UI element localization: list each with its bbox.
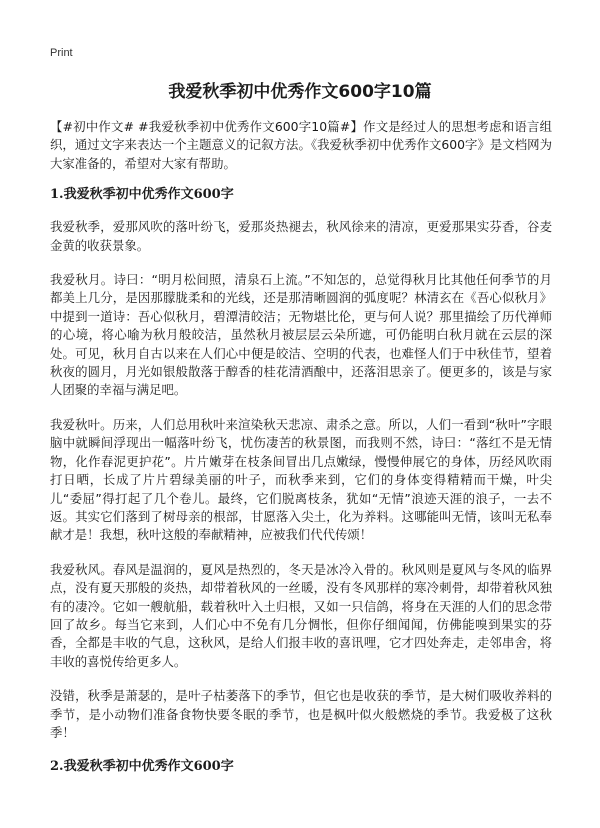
body-paragraph: 我爱秋风。春风是温润的，夏风是热烈的，冬天是冰冷入骨的。秋风则是夏风与冬风的临界点，没有夏天那般的炎热，却带着秋风的一丝暖，没有冬风那样的寒冷刺骨，却带着秋风独有的凄冷。它如一艘航船，载着秋叶入土归根，又如一只信鸽，将身在天涯的人们的思念带回了故乡。每当它来到，人们心中不免有几分惆怅，但你仔细闻闻，仿佛能嗅到果实的芬香，全都是丰收的气息，这秋风，是给人们报丰收的喜讯哩，它才四处奔走，走邻串舍，将丰收的喜悦传给更多人。 [50, 561, 552, 669]
section-heading: 2.我爱秋季初中优秀作文600字 [50, 759, 234, 775]
section-heading: 1.我爱秋季初中优秀作文600字 [50, 187, 234, 203]
body-paragraph: 我爱秋季，爱那风吹的落叶纷飞，爱那炎热褪去，秋风徐来的清凉，更爱那果实芬香，谷麦金黄的收获景象。 [50, 219, 552, 253]
print-link[interactable]: Print [50, 47, 73, 59]
intro-text: 作文是经过人的思想考虑和语言组织，通过文字来表达一个主题意义的记叙方法。《我爱秋季初中优秀作文600字》是文档网为大家准备的，希望对大家有帮助。 [50, 119, 552, 171]
body-paragraph: 我爱秋月。诗曰：“明月松间照，清泉石上流。”不知怎的，总觉得秋月比其他任何季节的月都美上几分，是因那朦胧柔和的光线，还是那清晰圆润的弧度呢？林清玄在《吾心似秋月》中提到一道诗：吾心似秋月，碧潭清皎洁；无物堪比伦，更与何人说？那里描绘了历代禅师的心境，将心喻为秋月般皎洁，虽然秋月被层层云朵所遮，可仍能明白秋月就在云层的深处。可见，秋月自古以来在人们心中便是皎洁、空明的代表，也难怪人们于中秋佳节，望着秋夜的圆月，月光如银般散落于醇香的桂花清酒酿中，还落泪思亲了。便更多的，该是与家人团聚的幸福与满足吧。 [50, 272, 552, 398]
body-paragraph: 没错，秋季是萧瑟的，是叶子枯萎落下的季节，但它也是收获的季节，是大树们吸收养料的季节，是小动物们准备食物快要冬眠的季节，也是枫叶似火般燃烧的季节。我爱极了这秋季！ [50, 688, 552, 740]
intro-tag[interactable]: 【#初中作文# #我爱秋季初中优秀作文600字10篇#】 [50, 119, 364, 134]
page-title: 我爱秋季初中优秀作文600字10篇 [168, 82, 432, 102]
body-paragraph: 我爱秋叶。历来，人们总用秋叶来渲染秋天悲凉、肃杀之意。所以，人们一看到“秋叶”字眼脑中就瞬间浮现出一幅落叶纷飞，忧伤凄苦的秋景图，而我则不然，诗曰：“落红不是无情物，化作春泥更护花”。片片嫩芽在枝条间冒出几点嫩绿，慢慢伸展它的身体，历经风吹雨打日晒，长成了片片碧绿美丽的叶子，而秋季来到，它们的身体变得精精而干燥，叶尖儿“委屈”得打起了几个卷儿。最终，它们脱离枝条，犹如“无情”浪迹天涯的浪子，一去不返。其实它们落到了树母亲的根部，甘愿落入尖土，化为养料。这哪能叫无情，该叫无私奉献才是！我想，秋叶这般的奉献精神，应被我们代代传颂！ [50, 416, 552, 543]
article-body [50, 118, 552, 790]
intro-paragraph [50, 118, 552, 173]
